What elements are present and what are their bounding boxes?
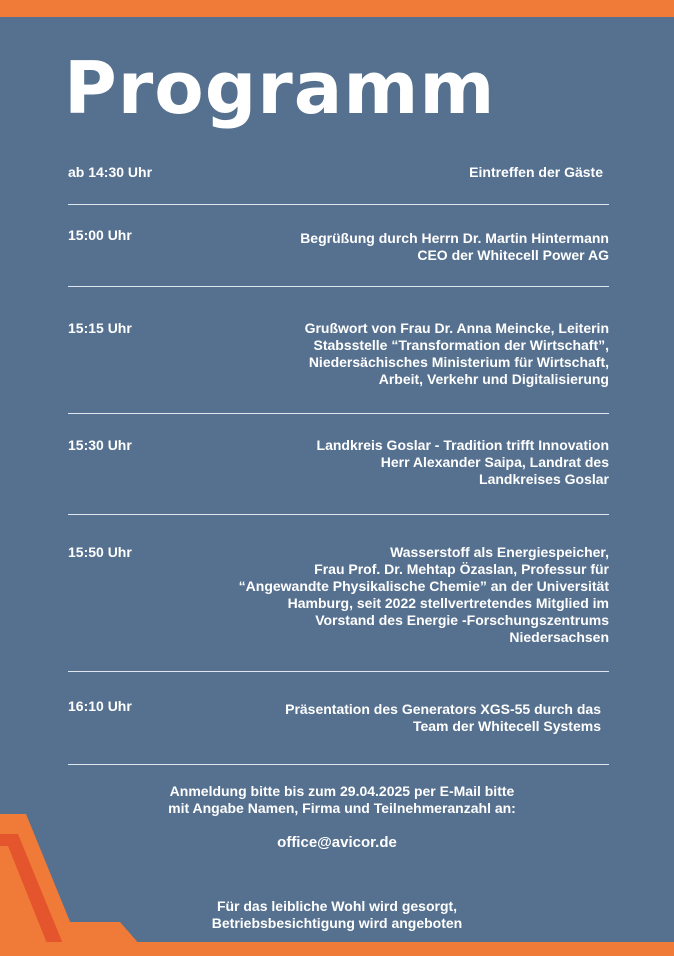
bottom-accent-bar xyxy=(0,942,674,956)
catering-note: Für das leibliche Wohl wird gesorgt, Betriebsbesichtigung wird angeboten xyxy=(211,898,463,931)
agenda-row xyxy=(68,205,609,287)
agenda-description: Grußwort von Frau Dr. Anna Meincke, Leiterin Stabsstelle “Transformation der Wirtschaft”, Niedersächisches Ministerium für Wirtschaft, Arbeit, Verkehr und Digitalisierung xyxy=(304,320,609,387)
agenda-description: Eintreffen der Gäste xyxy=(469,164,603,180)
agenda-time: 16:10 Uhr xyxy=(68,698,132,714)
agenda-time: 15:15 Uhr xyxy=(68,320,132,336)
agenda-description: Begrüßung durch Herrn Dr. Martin Hintermann CEO der Whitecell Power AG xyxy=(300,230,609,263)
agenda-row xyxy=(68,287,609,414)
agenda-time: 15:50 Uhr xyxy=(68,544,132,560)
registration-note: Anmeldung bitte bis zum 29.04.2025 per E-Mail bitte mit Angabe Namen, Firma und Teilnehmeranzahl an: xyxy=(168,783,516,816)
agenda-row xyxy=(68,672,609,765)
agenda-description: Wasserstoff als Energiespeicher, Frau Prof. Dr. Mehtap Özaslan, Professur für “Angewandte Physikalische Chemie” an der Universität Hamburg, seit 2022 stellvertretendes Mitglied im Vorstand des Energie -Forschungszentrums Niedersachsen xyxy=(238,544,609,645)
agenda-description: Landkreis Goslar - Tradition trifft Innovation Herr Alexander Saipa, Landrat des Landkreises Goslar xyxy=(316,437,609,487)
agenda-row xyxy=(68,515,609,672)
corner-stripe-dark xyxy=(0,834,68,956)
agenda-time: 15:30 Uhr xyxy=(68,437,132,453)
agenda-row xyxy=(68,158,609,205)
agenda-description: Präsentation des Generators XGS-55 durch das Team der Whitecell Systems xyxy=(285,701,601,734)
agenda-list xyxy=(68,158,609,765)
contact-email-link[interactable]: office@avicor.de xyxy=(277,834,397,851)
agenda-row xyxy=(68,414,609,515)
agenda-time: 15:00 Uhr xyxy=(68,227,132,243)
agenda-time: ab 14:30 Uhr xyxy=(68,164,153,180)
top-accent-bar xyxy=(0,0,674,17)
page-title: Programm xyxy=(64,46,496,130)
